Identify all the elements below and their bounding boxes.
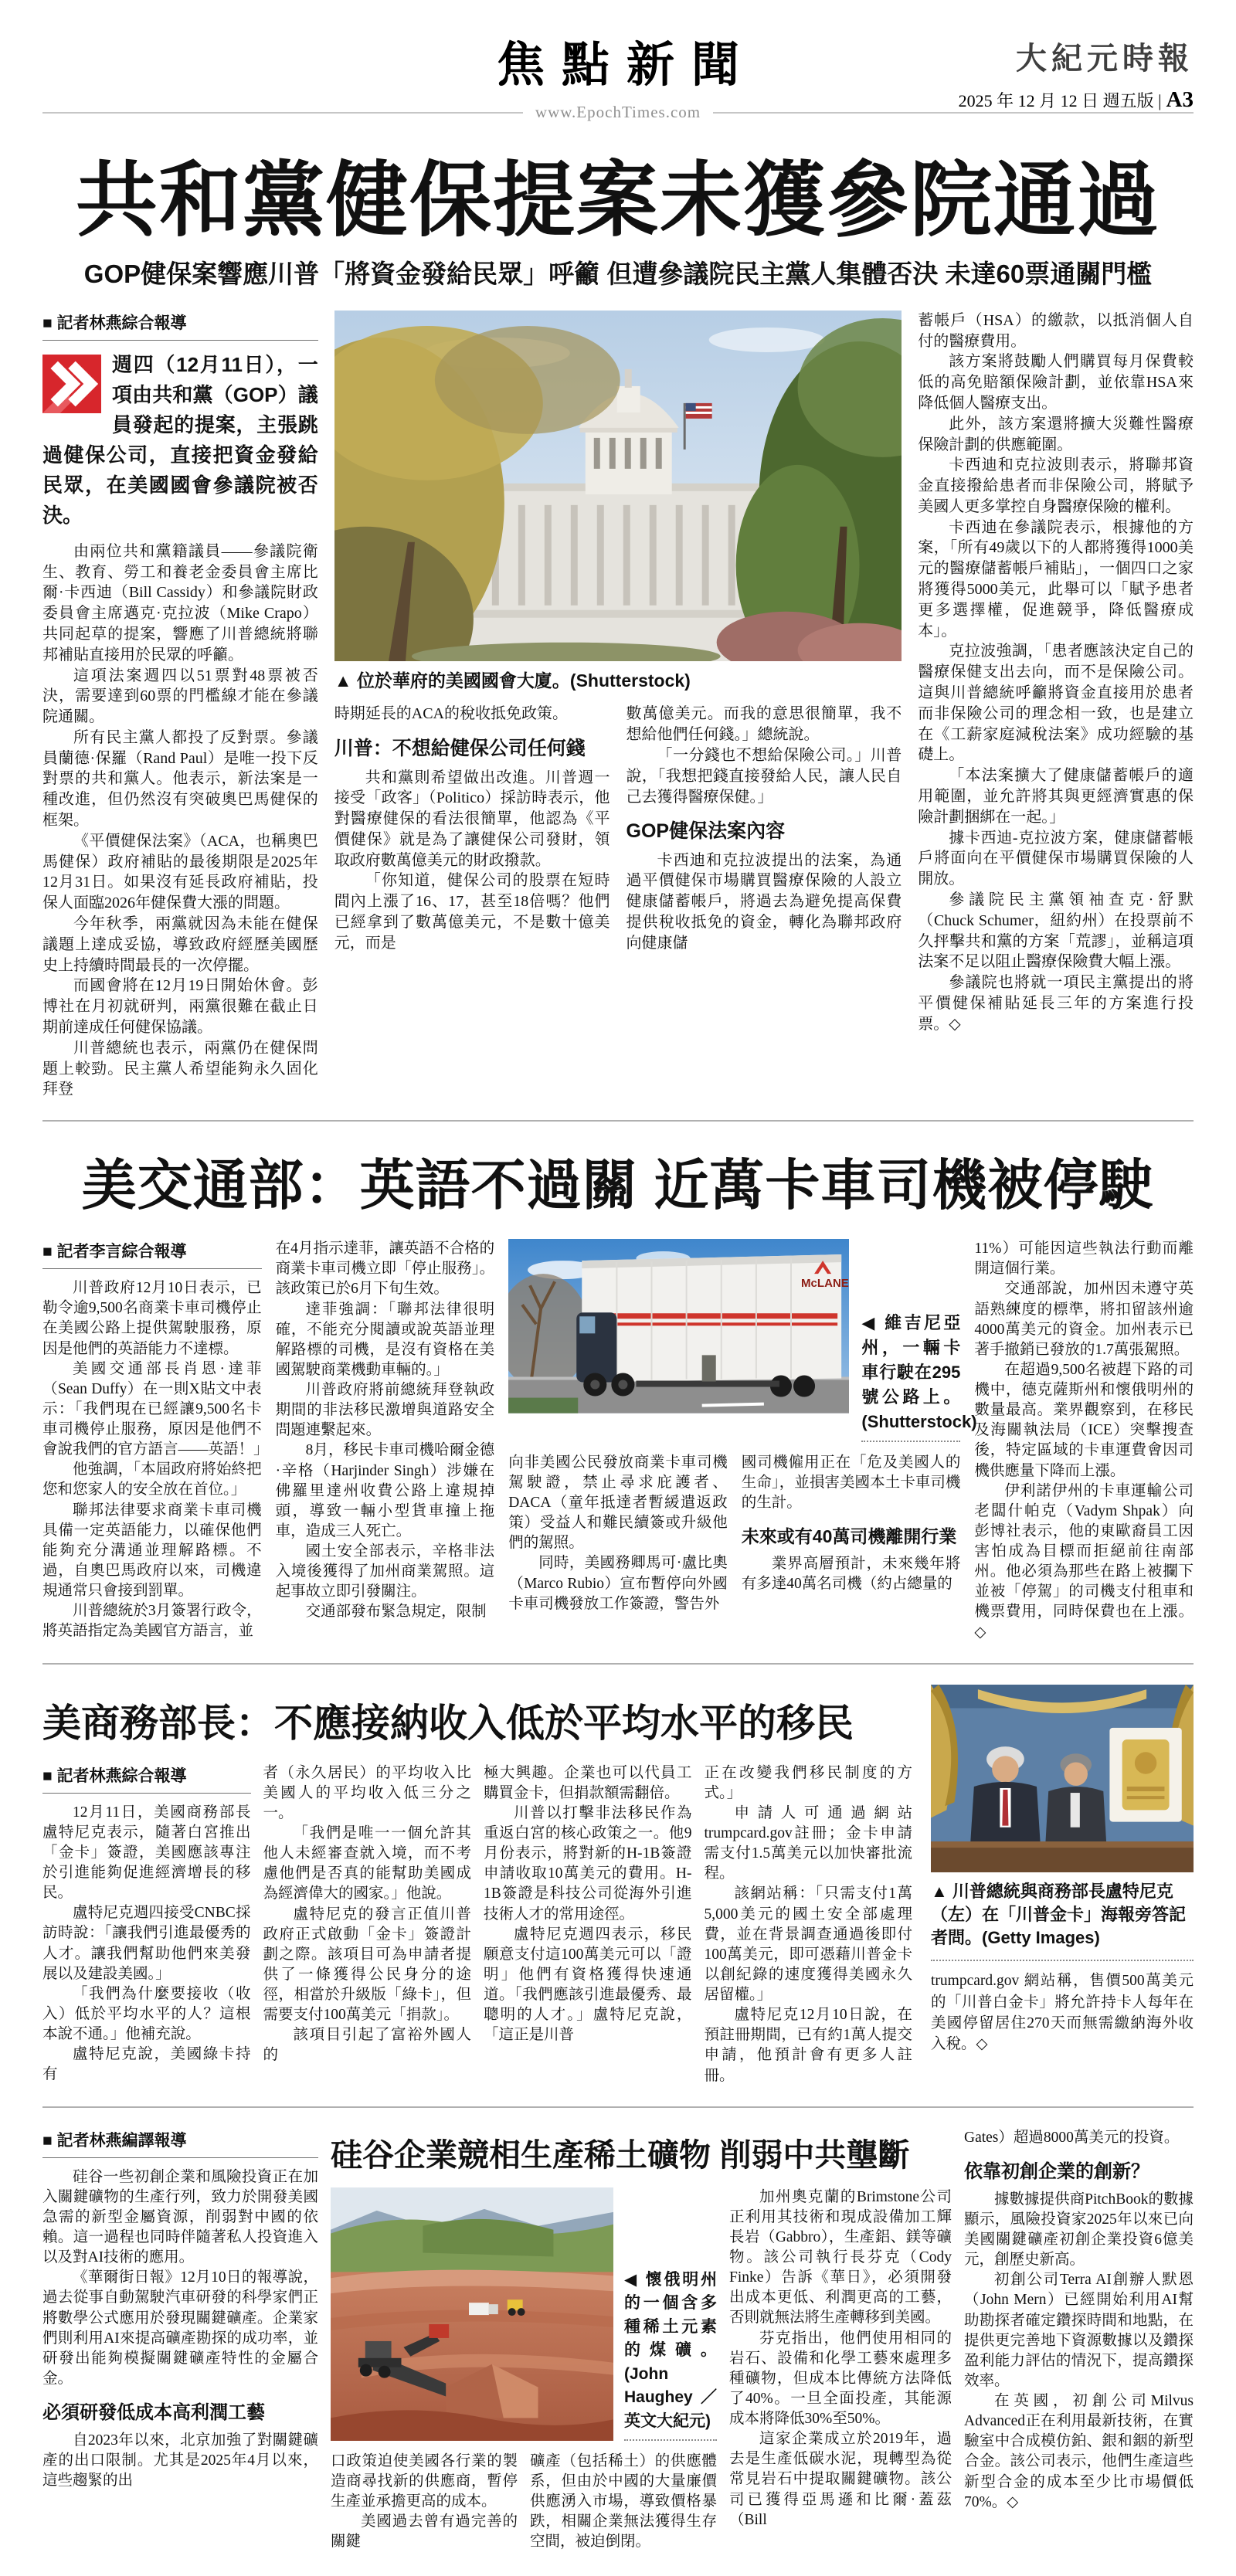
article-paragraph: 國土安全部表示，辛格非法入境後獲得了加州商業駕照。這起事故立即引發關注。 [275,1543,495,1600]
article-headline: 美交通部：英語不過關 近萬卡車司機被停駛 [81,1156,1155,1217]
truck-photo-image [508,1239,849,1442]
article-paragraph: 克拉波強調，「患者應該決定自己的醫療保健支出去向，而不是保險公司。這與川普總統呼籲將資金直接用於患者而非保險公司的理念相一致，也是建立在《工薪家庭減稅法案》成功經驗的基礎上。 [918,643,1194,764]
article-paragraph: 「我們為什麼要接收（收入）低於平均水平的人？這根本說不通。」他補充說。 [42,1985,251,2043]
article-paragraph: 據數據提供商PitchBook的數據顯示，風險投資家2025年以來已向美國關鍵礦產初創企業投資6億美元，創歷史新高。 [964,2191,1194,2269]
column-text [626,704,902,953]
article-paragraph: 而國會將在12月19日開始休會。彭博社在月初就研判，兩黨很難在截止日期前達成任何健保協議。 [42,977,318,1037]
article-paragraph: 川普以打擊非法移民作為重返白宮的核心政策之一。他9月份表示，將對新的H-1B簽證申請收取10萬美元的費用。H-1B簽證是科技公司從海外引進技術人才的常用途徑。 [484,1804,692,1923]
lead-arrow-icon [42,355,101,413]
article-paragraph: 極大興趣。企業也可以代員工購買金卡，但捐款額需翻倍。 [484,1764,692,1801]
article-paragraph: 共和黨則希望做出改進。川普週一接受「政客」（Politico）採訪時表示，他對醫療健保的看法很簡單，他認為《平價健保》就是為了讓健保公司發財，領取政府數萬億美元的財政撥款。 [334,769,610,869]
article-paragraph: 口政策迫使美國各行業的製造商尋找新的供應商，暫停生產並承擔更高的成本。 [331,2452,518,2510]
article-column [276,1239,495,1643]
article-paragraph: 盧特尼克週四表示，移民願意支付這100萬美元可以「證明」他們有資格獲得快速通道。「我們應該引進最優秀、最聰明的人才。」盧特尼克說，「這正是川普 [484,1926,692,2044]
website-url: www.EpochTimes.com [535,103,701,121]
truck-logo-text: McLANE [801,1277,850,1291]
byline: ■ 記者李言綜合報導 [42,1239,262,1269]
column-text [331,2452,518,2553]
truck-photo-illustration [508,1239,849,1414]
column-text [42,350,318,1101]
article-paragraph: 由兩位共和黨籍議員——參議院衛生、教育、勞工和養老金委員會主席比爾·卡西迪（Bill Cassidy）和參議院財政委員會主席邁克·克拉波（Mike Crapo）共同起草的提案，響應了川普總統將聯邦補貼直接用於民眾的呼籲。 [42,542,318,664]
article-column [742,1453,961,1643]
article-column [626,704,902,1100]
article-paragraph: 此外，該方案還將擴大災難性醫療保險計劃的供應範圍。 [918,415,1194,453]
article-paragraph: 同時，美國務卿馬可·盧比奧（Marco Rubio）宣布暫停向外國卡車司機發放工作簽證，警告外 [508,1555,728,1612]
article-paragraph: 川普總統也表示，兩黨仍在健保問題上較勁。民主黨人希望能夠永久固化拜登 [42,1039,318,1098]
article-paragraph: 盧特尼克12月10日說，在預註冊期間，已有約1萬人提交申請，他預計會有更多人註冊。 [704,2007,912,2084]
date-text: 2025 年 12 月 12 日 週五版 | [958,91,1162,110]
photo-caption: ◀ 懷俄明州的一個含多種稀土元素的煤礦。(John Haughey／英文大紀元) [624,2187,717,2441]
article-paragraph: 「你知道，健保公司的股票在短時間內上漲了16、17，甚至18倍嗎？他們已經拿到了數萬億美元，不是數十億美元，而是 [334,872,610,952]
article-paragraph: 據卡西迪-克拉波方案，健康儲蓄帳戶將面向在平價健保市場購買保險的人開放。 [918,829,1194,888]
byline: ■ 記者林燕編譯報導 [42,2128,318,2158]
article-paragraph: 盧特尼克說，美國綠卡持有 [42,2046,251,2083]
article-column [918,311,1194,1101]
article-column [42,2128,318,2553]
column-text [918,311,1194,1035]
article-paragraph: 週四（12月11日），一項由共和黨（GOP）議員發起的提案，主張跳過健保公司，直接把資金發給民眾，在美國國會參議院被否決。 [42,352,318,527]
article-trucking [42,1142,1194,1643]
article-health [42,156,1194,1100]
article-paragraph: 者（永久居民）的平均收入比美國人的平均收入低三分之一。 [263,1764,471,1821]
article-paragraph: 聯邦法律要求商業卡車司機具備一定英語能力，以確保他們能夠充分溝通並理解路標。不過，自奧巴馬政府以來，司機違規通常只會接到罰單。 [42,1502,262,1600]
article-paragraph: 正在改變我們移民制度的方式。」 [704,1764,912,1801]
article-paragraph: 伊利諾伊州的卡車運輸公司老闆什帕克（Vadym Shpak）向彭博社表示，他的東歐裔員工因害怕成為目標而拒絕前往南部州。他必須為那些在路上被攔下並被「停駕」的司機支付租車和機票費用，同時保費也在上漲。◇ [974,1482,1194,1641]
column-text [42,1803,251,2086]
mine-photo-illustration [331,2187,613,2441]
photo-caption: ◀ 維吉尼亞州，一輛卡車行駛在295號公路上。(Shutterstock) [861,1239,960,1442]
section-divider [42,2106,1194,2108]
article-column [705,1763,913,2086]
article-rare-earth [42,2128,1194,2553]
article-subhead: 必須研發低成本高利潤工藝 [42,2402,265,2424]
column-text [42,2167,318,2492]
article-headline: 共和黨健保提案未獲參院通過 [76,156,1160,246]
article-subhead: 川普：不想給健保公司任何錢 [334,738,586,760]
article-paragraph: 自2023年以來，北京加強了對關鍵礦產的出口限制。尤其是2025年4月以來，這些趨緊的出 [42,2432,318,2489]
truck-photo [508,1239,977,1442]
article-subhead: 未來或有40萬司機離開行業 [741,1526,957,1547]
section-divider [42,1120,1194,1122]
article-paragraph: 卡西迪和克拉波則表示，將聯邦資金直接撥給患者而非保險公司，將賦予美國人更多掌控自身醫療保險的權利。 [918,456,1194,515]
article-column [530,2452,717,2553]
column-text [705,1763,913,2086]
article-headline: 硅谷企業競相生產稀土礦物 削弱中共壟斷 [331,2136,910,2173]
article-subhead: GOP健保法案內容 [626,820,786,843]
article-paragraph: 川普政府12月10日表示，已勒令逾9,500名商業卡車司機停止在美國公路上提供駕駛服務，原因是他們的英語能力不達標。 [42,1280,262,1357]
article-paragraph: 今年秋季，兩黨就因為未能在健保議題上達成妥協，導致政府經歷美國歷史上持續時間最長的一次停擺。 [42,915,318,974]
article-column [263,1763,472,2086]
goldcard-photo-illustration [931,1685,1194,1873]
article-paragraph: 業界高層預計，未來幾年將有多達40萬名司機（約占總量的 [741,1555,961,1593]
capitol-photo-illustration [334,311,902,662]
mine-photo-image [331,2187,613,2441]
goldcard-photo [931,1685,1194,1950]
article-paragraph: 交通部發布緊急規定，限制 [305,1604,487,1621]
goldcard-photo-block [931,1685,1194,2086]
article-paragraph: 交通部說，加州因未遵守英語熟練度的標準，將扣留該州逾4000萬美元的資金。加州表示已著手撤銷已發放的1.7萬張駕照。 [974,1281,1194,1358]
section-divider [42,1663,1194,1665]
column-text [42,1278,269,1641]
article-paragraph: 時期延長的ACA的稅收抵免政策。 [334,705,568,723]
column-text [484,1763,692,2046]
byline: ■ 記者林燕綜合報導 [42,1763,251,1794]
article-paragraph: 所有民主黨人都投了反對票。參議員蘭德·保羅（Rand Paul）是唯一投下反對票的共和黨人。他表示，新法案是一種改進，但仍然沒有突破奧巴馬健保的框架。 [42,728,318,830]
article-subheadline: GOP健保案響應川普「將資金發給民眾」呼籲 但遭參議院民主黨人集體否決 未達60票通關門檻 [83,259,1153,288]
article-column [42,1239,269,1643]
column-text [334,704,610,953]
article-paragraph: 8月，移民卡車司機哈爾金德·辛格（Harjinder Singh）涉嫌在佛羅里達州收費公路上違規掉頭，導致一輛小型貨車撞上拖車，造成三人死亡。 [275,1442,495,1539]
article-paragraph: 芬克指出，他們使用相同的岩石、設備和化學工藝來處理多種礦物，但成本比傳統方法降低了40%。一旦全面投產，其能源成本將降低30%至50%。 [729,2330,952,2428]
article-paragraph: 加州奧克蘭的Brimstone公司正利用其技術和現成設備加工輝長岩（Gabbro），生產鋁、鎂等礦物。該公司執行長芬克（Cody Finke）告訴《華日》，必須開發出成本更低、利潤更高的工藝，否則就無法將生產轉移到美國。 [729,2188,952,2327]
column-text [742,1453,961,1594]
page-number: A3 [1166,87,1194,112]
section-title: 焦點新聞 [496,39,756,92]
page-header [42,0,1194,144]
article-paragraph: 向非美國公民發放商業卡車司機駕駛證，禁止尋求庇護者、DACA（童年抵達者暫緩遣返政策）受益人和難民續簽或升級他們的駕照。 [508,1454,728,1552]
article-paragraph: 他強調，「本屆政府將始終把您和您家人的安全放在首位。」 [42,1461,262,1498]
article-paragraph: 12月11日，美國商務部長盧特尼克表示，隨著白宮推出「金卡」簽證，美國應該專注於引進能夠促進經濟增長的移民。 [42,1804,251,1902]
masthead [959,34,1194,113]
article-paragraph: 《華爾街日報》12月10日的報導說，過去從事自動駕駛汽車研發的科學家們正將數學公式應用於發現關鍵礦產。企業家們則利用AI來提高礦產勘探的成功率，並研發出能夠模擬關鍵礦產特性的金屬合金。 [42,2269,318,2387]
article-paragraph: 該網站稱：「只需支付1萬5,000美元的國土安全部處理費，並在背景調查通過後即付100萬美元，即可憑藉川普金卡以創紀錄的速度獲得美國永久居留權。」 [704,1885,912,2004]
article-paragraph: 初創公司Terra AI創辦人默恩（John Mern）已經開始利用AI幫助勘探者確定鑽探時間和地點，在提供更完善地下資源數據以及鑽探盈利能力評估的情況下，提高鑽探效率。 [964,2272,1194,2389]
article-paragraph: 達菲強調：「聯邦法律很明確，不能充分閱讀或說英語並理解路標的司機，是沒有資格在美國駕駛商業機動車輛的。」 [275,1301,495,1378]
article-paragraph: 硅谷一些初創企業和風險投資正在加入關鍵礦物的生產行列，致力於開發美國急需的新型金屬資源，削弱對中國的依賴。這一過程也同時伴隨著私人投資進入以及對AI技術的應用。 [42,2168,318,2266]
article-paragraph: 卡西迪和克拉波提出的法案，為通過平價健保市場購買醫療保險的人設立健康儲蓄帳戶，將過去為避免提高保費提供稅收抵免的資金，轉化為聯邦政府向健康儲 [626,851,902,952]
article-paragraph: 在英國，初創公司Milvus Advanced正在利用最新技術，在實驗室中合成模仿鉑、銀和銦的新型合金。該公司表示，他們生產這些新型合金的成本至少比市場價低70%。◇ [964,2393,1194,2510]
article-paragraph: 川普政府將前總統拜登執政期間的非法移民激增與道路安全問題連繫起來。 [275,1382,495,1439]
column-text [729,2187,952,2530]
column-text [530,2452,717,2553]
article-paragraph: 「本法案擴大了健康儲蓄帳戶的適用範圍，並允許將其與更經濟實惠的保險計劃捆綁在一起。」 [918,767,1194,826]
article-paragraph: 在4月指示達菲，讓英語不合格的商業卡車司機立即「停止服務」。該政策已於6月下旬生效。 [275,1240,495,1298]
article-column [484,1763,692,2086]
article-paragraph: 該項目引起了富裕外國人的 [263,2027,471,2064]
article-paragraph: 卡西迪在參議院表示，根據他的方案，「所有49歲以下的人都將獲得1000美元的醫療儲蓄帳戶補貼」，一個四口之家將獲得5000美元，此舉可以「賦予患者更多選擇權，促進競爭，降低醫療成本」。 [918,518,1194,640]
byline: ■ 記者林燕綜合報導 [42,311,318,341]
article-paragraph: 這家企業成立於2019年，過去是生產低碳水泥，現轉型為從常見岩石中提取關鍵礦物。該公司已獲得亞馬遜和比爾·蓋茲（Bill [729,2431,952,2528]
column-text [508,1453,728,1614]
article-paragraph: 美國交通部長肖恩·達菲（Sean Duffy）在一則X貼文中表示：「我們現在已經讓9,500名卡車司機停止服務，原因是他們不會說我們的官方語言——英語！」 [42,1360,269,1458]
article-paragraph: 「我們是唯一一個允許其他人未經審查就入境，而不考慮他們是否真的能幫助美國成為經濟偉大的國家。」他說。 [263,1825,471,1902]
article-column [964,2128,1194,2553]
article-column [42,311,318,1101]
article-immigration [42,1685,1194,2086]
article-column [334,704,610,1100]
article-paragraph: 盧特尼克的發言正值川普政府正式啟動「金卡」簽證計劃之際。該項目可為申請者提供了一條獲得公民身分的途徑，相當於升級版「綠卡」，但需要支付100萬美元「捐款」。 [263,1906,471,2024]
article-paragraph: 川普總統於3月簽署行政令，將英語指定為美國官方語言，並 [42,1603,262,1640]
article-column [331,2452,518,2553]
capitol-photo [334,311,902,694]
column-text [964,2128,1194,2513]
column-text [263,1763,472,2066]
photo-caption: ▲ 位於華府的美國國會大廈。(Shutterstock) [334,670,691,691]
article-column [974,1239,1194,1643]
article-paragraph: 美國過去曾有過完善的關鍵 [331,2513,518,2551]
article-paragraph: 數萬億美元。而我的意思很簡單，我不想給他們任何錢。」總統說。 [626,705,902,744]
column-text [974,1239,1194,1643]
article-paragraph: 參議院民主黨領袖查克·舒默（Chuck Schumer，紐約州）在投票前不久抨擊共和黨的方案「荒謬」，並稱這項法案不足以阻止醫療保險費大幅上漲。 [918,891,1194,971]
header-rule-left [42,112,523,114]
article-column [508,1453,728,1643]
article-subhead: 依靠初創企業的創新？ [964,2160,1149,2182]
article-paragraph: 「一分錢也不想給保險公司。」川普說，「我想把錢直接發給人民，讓人民自己去獲得醫療保健。」 [626,747,902,806]
mine-photo [331,2187,717,2441]
article-paragraph: 在超過9,500名被趕下路的司機中，德克薩斯州和懷俄明州的數量最高。業界觀察到，在移民及海關執法局（ICE）突擊搜查後，特定區域的卡車運費會因司機供應量下降而上漲。 [974,1361,1194,1479]
photo-note: trumpcard.gov 網站稱，售價500萬美元的「川普白金卡」將允許持卡人每年在美國停留居住270天而無需繳納海外收入稅。◇ [931,1960,1194,2055]
article-column [42,1763,251,2086]
article-paragraph: 申請人可通過網站trumpcard.gov註冊；金卡申請需支付1.5萬美元以加快審批流程。 [704,1804,912,1882]
article-paragraph: Gates）超過8000萬美元的投資。 [964,2129,1180,2146]
article-paragraph: 該方案將鼓勵人們購買每月保費較低的高免賠額保險計劃，並依靠HSA來降低個人醫療支出。 [918,353,1194,412]
article-paragraph: 《平價健保法案》（ACA，也稱奧巴馬健保）政府補貼的最後期限是2025年12月31日。如果沒有延長政府補貼，投保人面臨2026年健保費大漲的問題。 [42,832,318,912]
article-paragraph: 參議院也將就一項民主黨提出的將平價健保補貼延長三年的方案進行投票。◇ [918,974,1194,1033]
article-headline: 美商務部長：不應接納收入低於平均水平的移民 [42,1701,854,1745]
photo-caption: ▲ 川普總統與商務部長盧特尼克（左）在「川普金卡」海報旁答記者問。(Getty Images) [931,1882,1187,1947]
article-paragraph: 蓄帳戶（HSA）的繳款，以抵消個人自付的醫療費用。 [918,311,1194,350]
article-paragraph: 國司機僱用正在「危及美國人的生命」，並損害美國本土卡車司機的生計。 [741,1454,961,1512]
dateline [959,87,1194,113]
column-text [276,1239,495,1622]
article-paragraph: 這項法案週四以51票對48票被否決，需要達到60票的門檻線才能在參議院通關。 [42,667,318,726]
article-column [729,2187,952,2553]
article-paragraph: 盧特尼克週四接受CNBC採訪時說：「讓我們引進最優秀的人才。讓我們幫助他們來美發展以及建設美國。」 [42,1905,251,1982]
article-paragraph: 11%）可能因這些執法行動而離開這個行業。 [974,1240,1194,1278]
newspaper-page [42,0,1194,2576]
masthead-title: 大紀元時報 [1016,41,1194,76]
article-paragraph: 礦產（包括稀土）的供應體系，但由於中國的大量廉價供應湧入市場，導致價格暴跌，相關企業無法獲得生存空間，被迫倒閉。 [530,2452,717,2551]
